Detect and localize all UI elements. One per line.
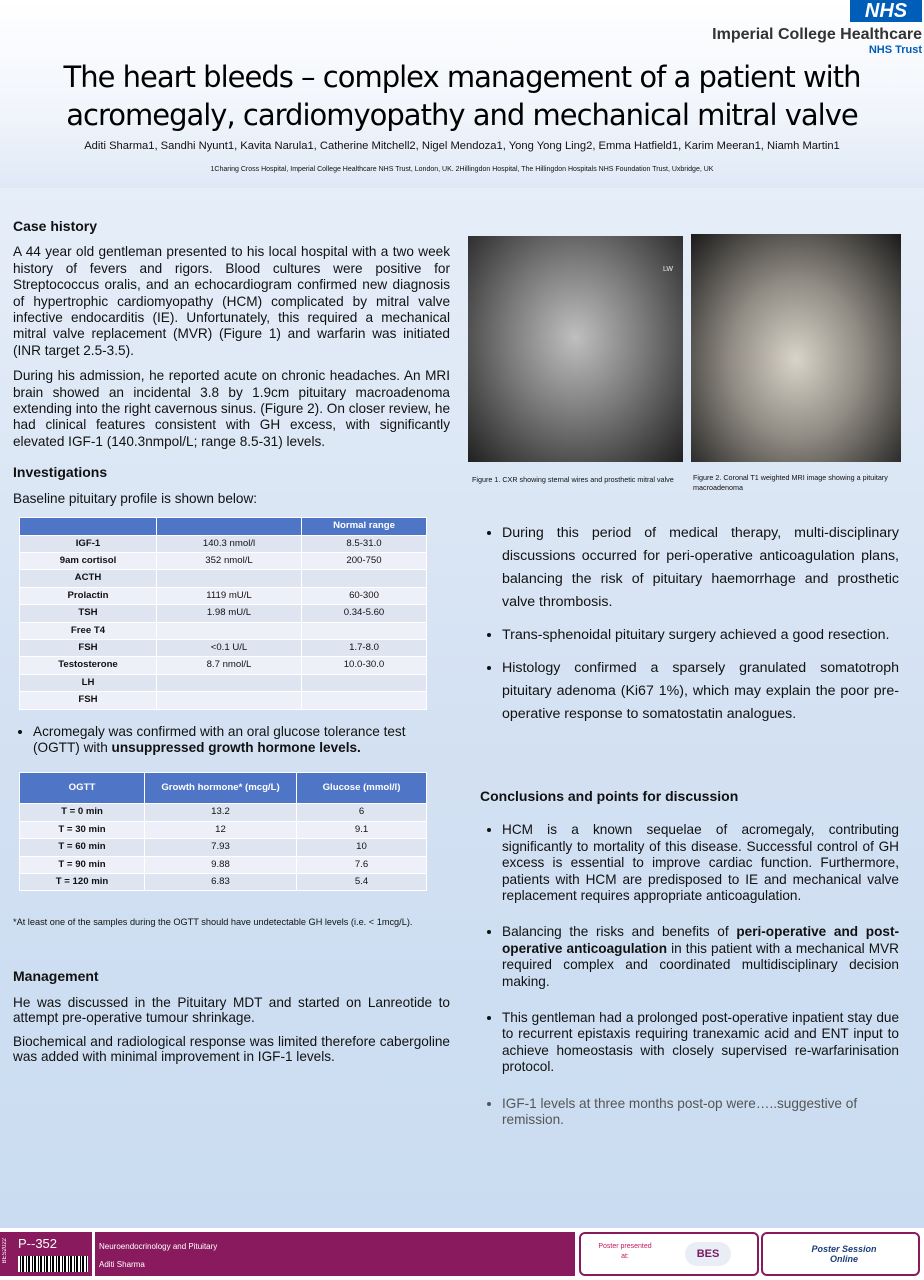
investigations-heading: Investigations — [13, 464, 108, 481]
poster-title: The heart bleeds – complex management of a patient with acromegaly, cardiomyopathy and mechanical mitral valve — [63, 60, 861, 132]
table-row — [20, 821, 427, 838]
table-cell: 1119 mU/L — [157, 587, 302, 604]
table-cell: Testosterone — [20, 657, 157, 674]
presented-box — [579, 1232, 759, 1276]
table-cell — [157, 674, 302, 691]
right-bullets — [480, 522, 899, 736]
table-cell: 8.7 nmol/L — [157, 657, 302, 674]
authors: Aditi Sharma1, Sandhi Nyunt1, Kavita Narula1, Catherine Mitchell2, Nigel Mendoza1, Yong Yong Ling2, Emma Hatfield1, Karim Meeran1, Niamh Martin1 — [84, 140, 840, 152]
table-header-cell: Growth hormone* (mcg/L) — [145, 773, 297, 804]
conclusion-item: • This gentleman had a prolonged post-operative inpatient stay due to recurrent epistaxis requiring tranexamic acid and ENT input to achieve homeostasis with closely supervised re-warfarinisation protocol. — [502, 1010, 899, 1076]
table-row — [20, 570, 427, 587]
table-cell: 6.83 — [145, 874, 297, 891]
table-cell: 7.6 — [297, 856, 427, 873]
table-cell: 1.7-8.0 — [302, 639, 427, 656]
conclusion-item: • Balancing the risks and benefits of peri-operative and post-operative anticoagulation in this patient with a mechanical MVR required complex and coordinated multidisciplinary decision making. — [502, 924, 899, 990]
table-row — [20, 535, 427, 552]
table-row — [20, 622, 427, 639]
conclusions-list — [480, 822, 899, 1128]
author-label: Aditi Sharma — [99, 1260, 145, 1269]
table-cell: 12 — [145, 821, 297, 838]
table-row — [20, 874, 427, 891]
xray-marker: LW — [663, 266, 673, 273]
table-row — [20, 605, 427, 622]
table-cell: 13.2 — [145, 804, 297, 821]
category-box — [95, 1232, 575, 1276]
table-cell — [302, 622, 427, 639]
table-header-cell: Normal range — [302, 518, 427, 535]
table-cell: 200-750 — [302, 552, 427, 569]
poster-footer — [0, 1228, 924, 1280]
poster-code-box — [0, 1232, 92, 1276]
table-row — [20, 839, 427, 856]
table-cell — [157, 692, 302, 709]
figure-2-caption: Figure 2. Coronal T1 weighted MRI image showing a pituitary macroadenoma — [693, 473, 888, 492]
table-cell: 7.93 — [145, 839, 297, 856]
org-name: Imperial College Healthcare — [712, 26, 922, 43]
affiliations: 1Charing Cross Hospital, Imperial College Healthcare NHS Trust, London, UK. 2Hillingdon Hospital, The Hillingdon Hospitals NHS Foundation Trust, Uxbridge, UK — [210, 166, 714, 173]
table-row — [20, 692, 427, 709]
case-history-heading: Case history — [13, 218, 98, 234]
conclusion-item: • IGF-1 levels at three months post-op were…..suggestive of remission. — [502, 1096, 899, 1129]
pituitary-table — [19, 517, 427, 709]
table-cell: 9am cortisol — [20, 552, 157, 569]
table-cell: 140.3 nmol/l — [157, 535, 302, 552]
table-row — [20, 804, 427, 821]
table-cell: 9.88 — [145, 856, 297, 873]
ogtt-bullet: • Acromegaly was confirmed with an oral glucose tolerance test (OGTT) with unsuppressed growth hormone levels. — [33, 724, 450, 757]
table-cell: LH — [20, 674, 157, 691]
table-cell: T = 120 min — [20, 874, 145, 891]
table-row — [20, 552, 427, 569]
year-tag: BES2022 — [2, 1238, 8, 1264]
bes-logo: BES — [685, 1242, 731, 1266]
conclusions-heading: Conclusions and points for discussion — [480, 788, 739, 804]
bullet-item: • During this period of medical therapy, multi-disciplinary discussions occurred for peri-operative anticoagulation plans, balancing the risk of pituitary haemorrhage and prosthetic valve thrombosis. — [502, 522, 899, 614]
mri-image — [691, 234, 901, 462]
table-cell: 10.0-30.0 — [302, 657, 427, 674]
category-label: Neuroendocrinology and Pituitary — [99, 1242, 218, 1251]
table-cell: 5.4 — [297, 874, 427, 891]
left-column — [13, 218, 450, 1073]
figure-1-caption: Figure 1. CXR showing sternal wires and prosthetic mitral valve — [472, 475, 674, 484]
table-row — [20, 674, 427, 691]
table-cell: T = 90 min — [20, 856, 145, 873]
table-cell: T = 60 min — [20, 839, 145, 856]
case-paragraph-1: A 44 year old gentleman presented to his local hospital with a two week history of fevers and rigors. Blood cultures were positive for Streptococcus oralis, and an echocardiogram confirmed new diagnosis of hypertrophic cardiomyopathy (HCM) complicated by mitral valve infective endocarditis (IE). Unfortunately, this required a mechanical mitral valve replacement (MVR) (Figure 1) and warfarin was initiated (INR target 2.5-3.5). — [13, 244, 450, 358]
table-cell: 1.98 mU/L — [157, 605, 302, 622]
ogtt-footnote: *At least one of the samples during the OGTT should have undetectable GH levels (i.e. < 1mcg/L). — [13, 917, 413, 928]
case-paragraph-2: During his admission, he reported acute on chronic headaches. An MRI brain showed an incidental 3.8 by 1.9cm pituitary macroadenoma extending into the right cavernous sinus. (Figure 2). On closer review, he had clinical features consistent with GH excess, with significantly elevated IGF-1 (140.3nmpol/L; range 8.5-31) levels. — [13, 368, 450, 449]
bullet-item: • Trans-sphenoidal pituitary surgery achieved a good resection. — [502, 624, 899, 647]
table-cell — [302, 570, 427, 587]
table-cell: IGF-1 — [20, 535, 157, 552]
management-paragraph-2: Biochemical and radiological response was limited therefore cabergoline was added with minimal improvement in IGF-1 levels. — [13, 1033, 450, 1064]
nhs-logo: NHS — [850, 0, 922, 22]
presented-label: Poster presented at: — [598, 1243, 652, 1260]
org-subtitle: NHS Trust — [868, 44, 922, 56]
poster-code: P--352 — [18, 1236, 58, 1251]
table-header-cell: OGTT — [20, 773, 145, 804]
table-cell: Free T4 — [20, 622, 157, 639]
chest-xray-image — [468, 236, 683, 462]
table-cell: 0.34-5.60 — [302, 605, 427, 622]
table-cell: 8.5-31.0 — [302, 535, 427, 552]
table-cell: 352 nmol/L — [157, 552, 302, 569]
table-cell: TSH — [20, 605, 157, 622]
table-cell: T = 30 min — [20, 821, 145, 838]
conclusions-section — [480, 788, 899, 1129]
table-cell: ACTH — [20, 570, 157, 587]
table-cell: 10 — [297, 839, 427, 856]
table-cell: 6 — [297, 804, 427, 821]
ogtt-bullet-list — [13, 724, 450, 757]
table-cell — [157, 570, 302, 587]
table-header-cell — [20, 518, 157, 535]
pso-logo: Poster Session Online — [811, 1244, 877, 1264]
table-row — [20, 587, 427, 604]
barcode — [18, 1256, 88, 1272]
ogtt-table — [19, 772, 427, 891]
table-cell — [157, 622, 302, 639]
table-row — [20, 856, 427, 873]
table-cell: 9.1 — [297, 821, 427, 838]
table-cell — [302, 674, 427, 691]
table-cell: T = 0 min — [20, 804, 145, 821]
table-cell: 60-300 — [302, 587, 427, 604]
bullet-item: • Histology confirmed a sparsely granulated somatotroph pituitary adenoma (Ki67 1%), which may explain the poor pre-operative response to somatostatin analogues. — [502, 657, 899, 726]
management-heading: Management — [13, 968, 99, 985]
management-paragraph-1: He was discussed in the Pituitary MDT and started on Lanreotide to attempt pre-operative tumour shrinkage. — [13, 994, 450, 1025]
table-cell — [302, 692, 427, 709]
table-cell: FSH — [20, 639, 157, 656]
conclusion-item: • HCM is a known sequelae of acromegaly, contributing significantly to mortality of this disease. Successful control of GH excess is essential to improve cardiac function. Furthermore, patients with HCM are predisposed to IE and mechanical valve replacement requires appropriate anticoagulation. — [502, 822, 899, 904]
investigations-intro: Baseline pituitary profile is shown below: — [13, 490, 258, 506]
table-row — [20, 657, 427, 674]
table-cell: Prolactin — [20, 587, 157, 604]
table-cell: <0.1 U/L — [157, 639, 302, 656]
table-header-cell — [157, 518, 302, 535]
poster-header — [0, 0, 924, 188]
pso-box — [761, 1232, 920, 1276]
table-header-cell: Glucose (mmol/l) — [297, 773, 427, 804]
table-row — [20, 639, 427, 656]
table-cell: FSH — [20, 692, 157, 709]
